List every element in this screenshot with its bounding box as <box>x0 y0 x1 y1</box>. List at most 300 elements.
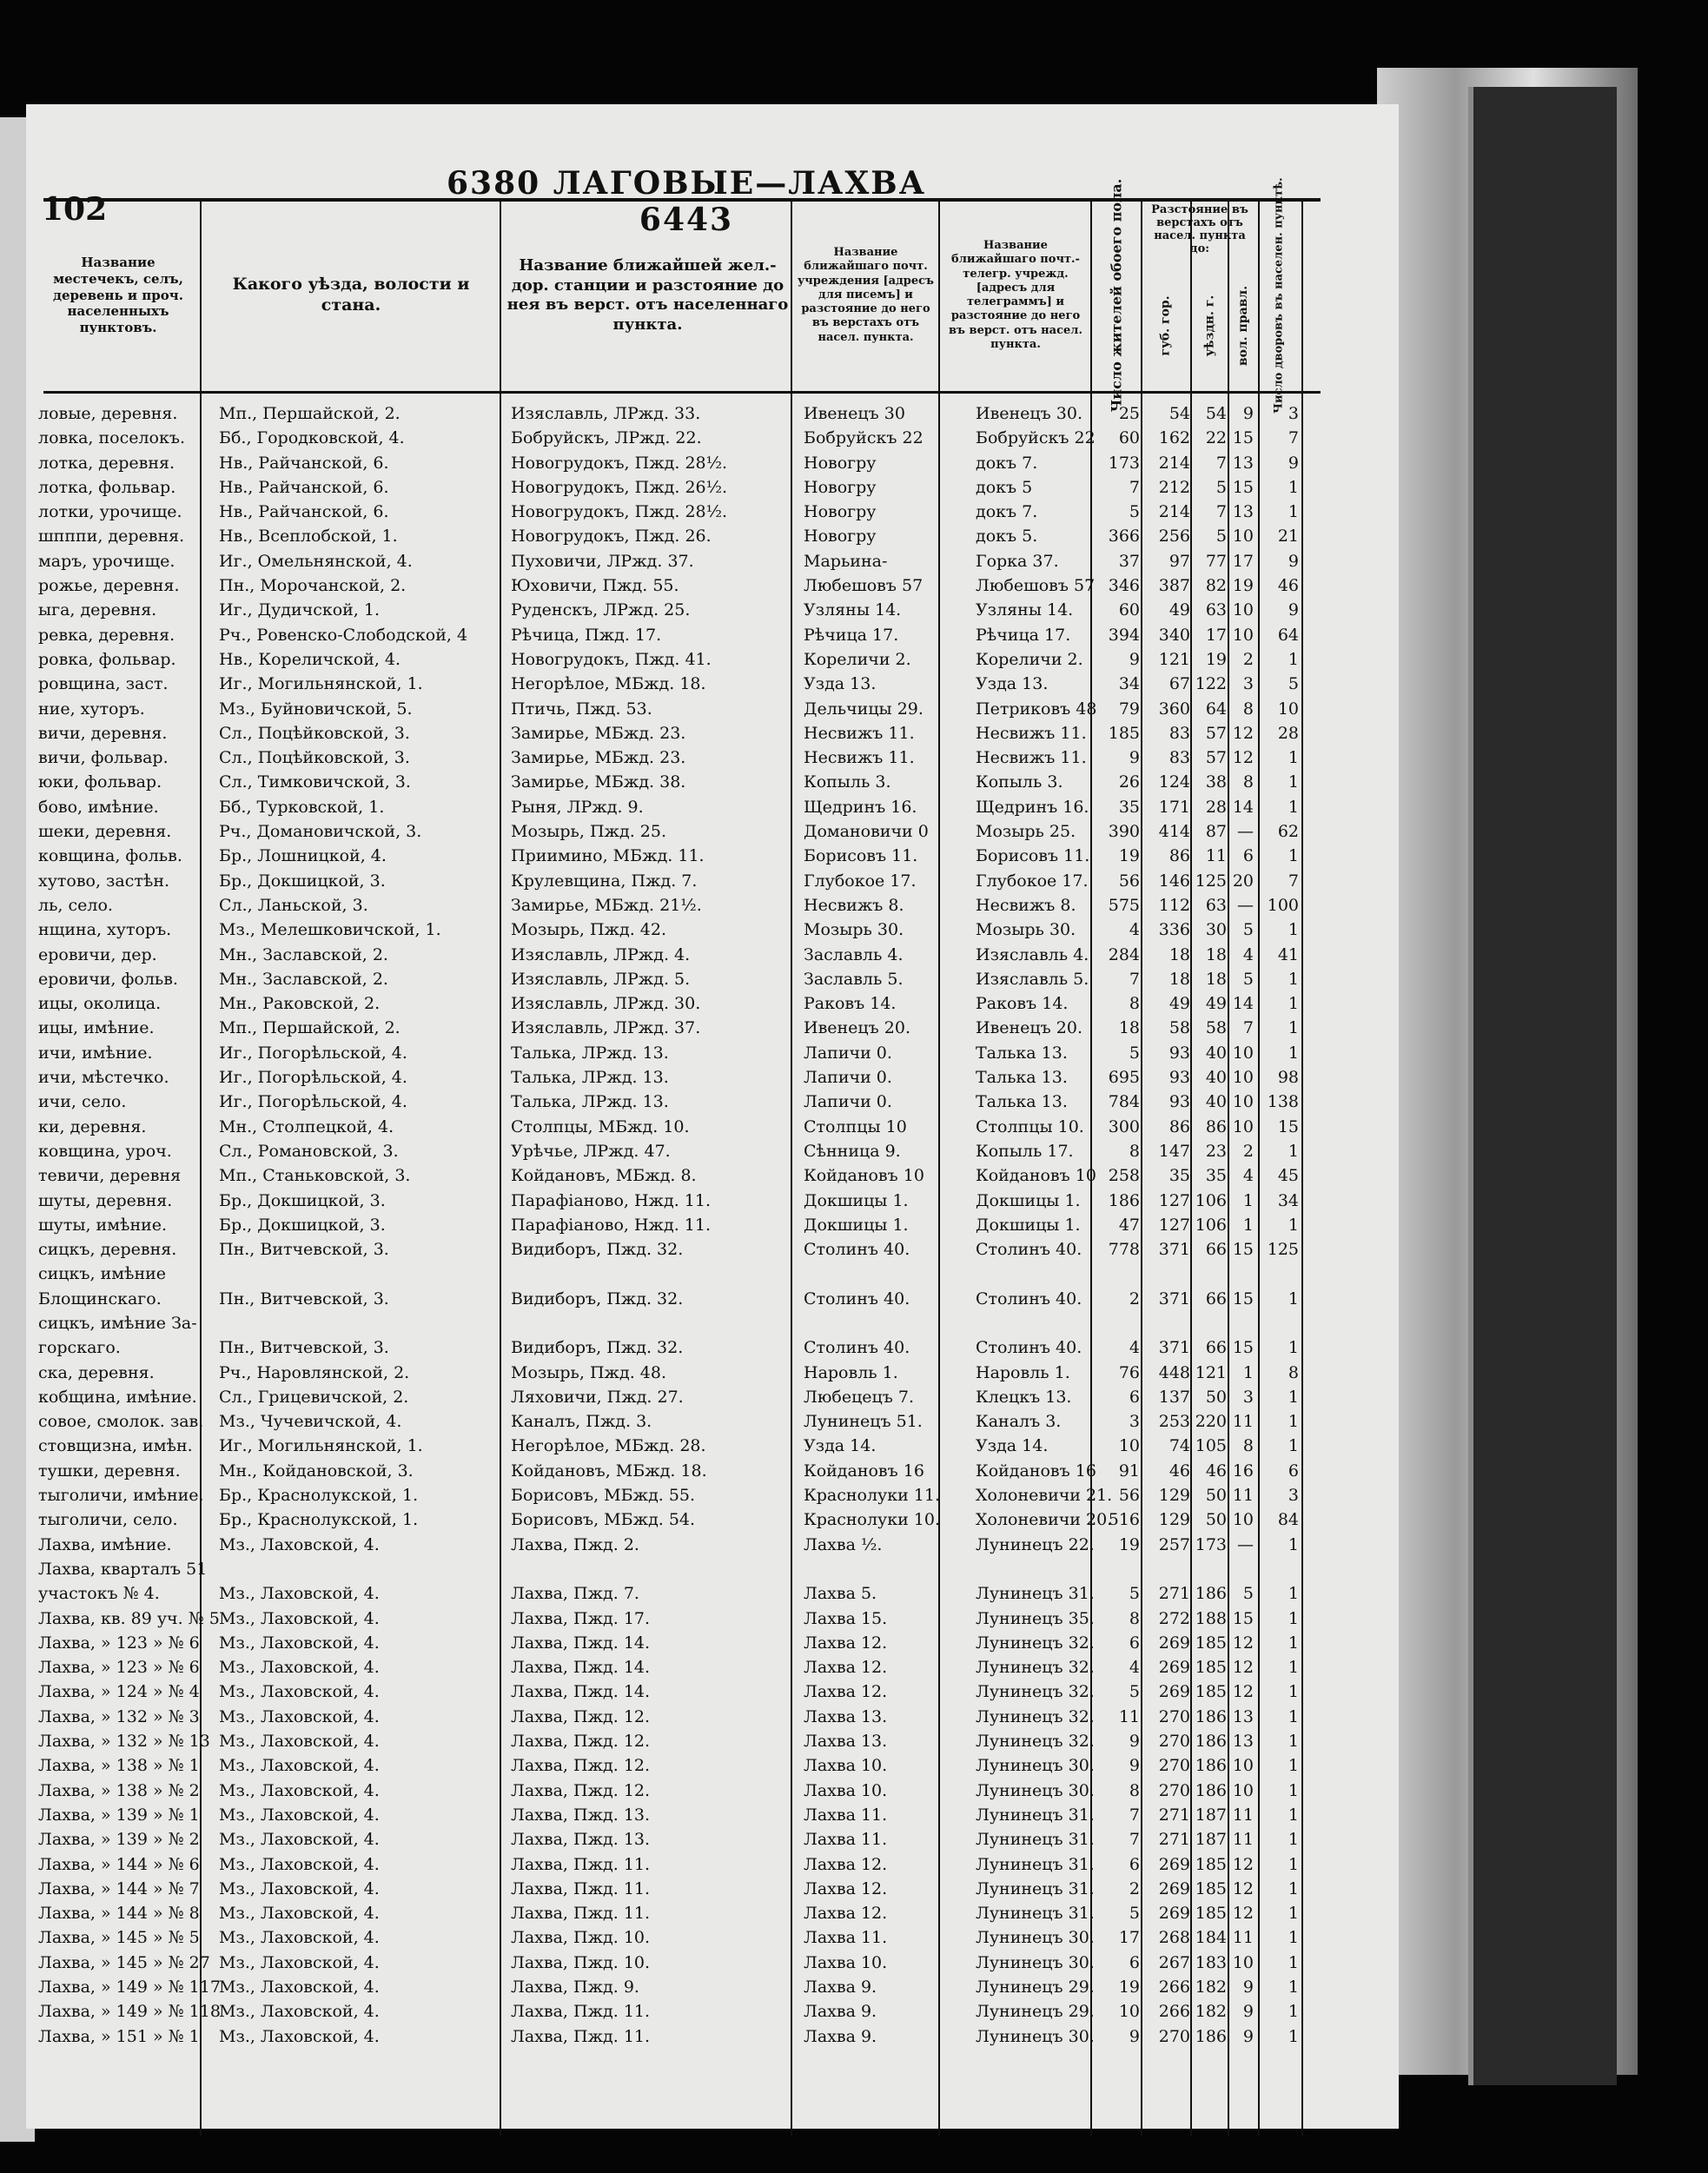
cell-post-office: Заславль 4. <box>804 944 904 964</box>
cell-railway: Негорѣлое, МБжд. 18. <box>511 674 706 694</box>
cell-district: Мз., Чучевичской, 4. <box>219 1412 402 1432</box>
cell-district: Мн., Заславской, 2. <box>219 944 388 964</box>
cell-households: 1 <box>1288 1978 1299 1997</box>
cell-telegraph: Узда 13. <box>976 674 1049 694</box>
cell-population: 695 <box>1108 1068 1140 1088</box>
cell-railway: Лахва, Пжд. 12. <box>511 1780 651 1800</box>
cell-uezd-dist: 185 <box>1195 1854 1227 1874</box>
table-row <box>26 745 1329 770</box>
cell-uezd-dist: 185 <box>1195 1878 1227 1898</box>
cell-volost-dist: 11 <box>1232 1830 1254 1850</box>
cell-telegraph: Ивенецъ 20. <box>976 1018 1082 1038</box>
cell-uezd-dist: 49 <box>1205 994 1227 1014</box>
cell-households: 98 <box>1277 1068 1299 1088</box>
cell-railway: Руденскъ, ЛРжд. 25. <box>511 600 691 620</box>
table-row <box>26 1409 1329 1434</box>
cell-railway: Лахва, Пжд. 7. <box>511 1584 639 1604</box>
cell-volost-dist: 13 <box>1232 1706 1254 1726</box>
cell-telegraph: Копыль 3. <box>976 772 1063 792</box>
cell-volost-dist: 12 <box>1232 723 1254 743</box>
cell-gub-dist: 269 <box>1158 1658 1190 1678</box>
cell-telegraph: Мозырь 25. <box>976 822 1076 842</box>
table-row <box>26 500 1329 524</box>
cell-households: 1 <box>1288 477 1299 497</box>
cell-population: 34 <box>1118 674 1140 694</box>
cell-uezd-dist: 106 <box>1195 1190 1227 1210</box>
cell-settlement: ицы, околица. <box>38 994 162 1014</box>
cell-volost-dist: 14 <box>1232 797 1254 817</box>
cell-district: Бр., Краснолукской, 1. <box>219 1486 419 1506</box>
cell-uezd-dist: 38 <box>1205 772 1227 792</box>
cell-settlement: ыга, деревня. <box>38 600 157 620</box>
cell-gub-dist: 272 <box>1158 1608 1190 1628</box>
cell-uezd-dist: 186 <box>1195 2026 1227 2046</box>
cell-railway: Лахва, Пжд. 12. <box>511 1706 651 1726</box>
cell-telegraph: Койдановъ 10 <box>976 1166 1096 1186</box>
cell-uezd-dist: 57 <box>1205 748 1227 768</box>
cell-railway: Лахва, Пжд. 14. <box>511 1633 651 1653</box>
cell-uezd-dist: 182 <box>1195 1978 1227 1997</box>
cell-volost-dist: 17 <box>1232 551 1254 571</box>
cell-uezd-dist: 40 <box>1205 1068 1227 1088</box>
cell-population: 3 <box>1129 1412 1140 1432</box>
cell-households: 41 <box>1277 944 1299 964</box>
cell-uezd-dist: 30 <box>1205 920 1227 940</box>
cell-post-office: Краснолуки 11. <box>804 1486 940 1506</box>
cell-telegraph: Несвижъ 8. <box>976 895 1076 915</box>
cell-telegraph: Любешовъ 57 <box>976 576 1096 596</box>
header-settlement: Название местечекъ, селъ, деревень и проч. населенныхъ пунктовъ. <box>53 255 183 336</box>
cell-district: Мз., Лаховской, 4. <box>219 1756 380 1776</box>
cell-uezd-dist: 22 <box>1205 428 1227 448</box>
cell-telegraph: Борисовъ 11. <box>976 846 1090 866</box>
cell-settlement: ревка, деревня. <box>38 625 175 645</box>
cell-settlement: рожье, деревня. <box>38 576 180 596</box>
cell-households: 9 <box>1288 551 1299 571</box>
cell-volost-dist: 12 <box>1232 1878 1254 1898</box>
cell-households: 1 <box>1288 969 1299 989</box>
table-row <box>26 1925 1329 1950</box>
table-row <box>26 1361 1329 1385</box>
table-row <box>26 1459 1329 1483</box>
cell-post-office: Лапичи 0. <box>804 1092 892 1112</box>
cell-telegraph: Лунинецъ 29. <box>976 2002 1095 2022</box>
page-number: 102 <box>42 191 108 228</box>
cell-post-office: Лахва 13. <box>804 1706 888 1726</box>
cell-railway: Парафіаново, Нжд. 11. <box>511 1215 712 1235</box>
table-row <box>26 1311 1329 1335</box>
cell-uezd-dist: 186 <box>1195 1756 1227 1776</box>
cell-gub-dist: 97 <box>1168 551 1190 571</box>
cell-settlement: Лахва, » 124 » № 4 <box>38 1682 200 1702</box>
cell-volost-dist: 10 <box>1232 600 1254 620</box>
cell-volost-dist: 6 <box>1242 846 1254 866</box>
cell-settlement: Лахва, » 144 » № 6 <box>38 1854 200 1874</box>
cell-gub-dist: 93 <box>1168 1043 1190 1063</box>
table-row <box>26 1581 1329 1606</box>
cell-households: 1 <box>1288 1780 1299 1800</box>
cell-telegraph: Рѣчица 17. <box>976 625 1071 645</box>
cell-population: 60 <box>1118 428 1140 448</box>
cell-uezd-dist: 66 <box>1205 1289 1227 1308</box>
cell-post-office: Лахва 12. <box>804 1878 888 1898</box>
cell-volost-dist: 10 <box>1232 1092 1254 1112</box>
cell-telegraph: Талька 13. <box>976 1068 1068 1088</box>
cell-settlement: кобщина, имѣние. <box>38 1387 197 1407</box>
cell-district: Нв., Всеплобской, 1. <box>219 527 398 547</box>
cell-district: Мн., Столпецкой, 4. <box>219 1116 394 1136</box>
cell-volost-dist: — <box>1237 822 1254 842</box>
cell-households: 1 <box>1288 1805 1299 1825</box>
table-row <box>26 1533 1329 1557</box>
cell-gub-dist: 58 <box>1168 1018 1190 1038</box>
cell-population: 60 <box>1118 600 1140 620</box>
cell-railway: Крулевщина, Пжд. 7. <box>511 871 698 891</box>
cell-uezd-dist: 23 <box>1205 1141 1227 1161</box>
cell-telegraph: Наровль 1. <box>976 1362 1070 1382</box>
cell-uezd-dist: 63 <box>1205 600 1227 620</box>
table-row <box>26 573 1329 598</box>
cell-telegraph: Лунинецъ 30. <box>976 2026 1095 2046</box>
cell-district: Мз., Лаховской, 4. <box>219 1854 380 1874</box>
cell-volost-dist: 12 <box>1232 1904 1254 1924</box>
header-uezd-town: уѣздн. г. <box>1202 295 1216 357</box>
cell-settlement: тыголичи, имѣние. <box>38 1486 204 1506</box>
cell-uezd-dist: 185 <box>1195 1904 1227 1924</box>
cell-households: 64 <box>1277 625 1299 645</box>
cell-telegraph: Узляны 14. <box>976 600 1074 620</box>
cell-gub-dist: 266 <box>1158 1978 1190 1997</box>
cell-railway: Новогрудокъ, Пжд. 26. <box>511 527 712 547</box>
cell-post-office: Домановичи 0 <box>804 822 929 842</box>
cell-telegraph: Лунинецъ 30. <box>976 1780 1095 1800</box>
cell-gub-dist: 162 <box>1158 428 1190 448</box>
cell-post-office: Койдановъ 10 <box>804 1166 924 1186</box>
cell-population: 258 <box>1108 1166 1140 1186</box>
cell-railway: Замирье, МБжд. 38. <box>511 772 686 792</box>
cell-post-office: Докшицы 1. <box>804 1190 909 1210</box>
cell-population: 9 <box>1129 2026 1140 2046</box>
cell-district: Бр., Докшицкой, 3. <box>219 871 386 891</box>
cell-post-office: Лахва 9. <box>804 2026 877 2046</box>
table-row <box>26 770 1329 794</box>
cell-population: 47 <box>1118 1215 1140 1235</box>
cell-telegraph: Лунинецъ 31. <box>976 1805 1095 1825</box>
cell-district: Мз., Лаховской, 4. <box>219 1928 380 1948</box>
cell-railway: Новогрудокъ, Пжд. 41. <box>511 649 712 669</box>
cell-volost-dist: 2 <box>1242 1141 1254 1161</box>
cell-volost-dist: 7 <box>1242 1018 1254 1038</box>
table-row <box>26 1507 1329 1532</box>
table-row <box>26 1803 1329 1827</box>
cell-telegraph: докъ 5. <box>976 527 1038 547</box>
cell-population: 284 <box>1108 944 1140 964</box>
cell-district: Нв., Райчанской, 6. <box>219 477 389 497</box>
table-row <box>26 1705 1329 1729</box>
cell-population: 19 <box>1118 846 1140 866</box>
cell-post-office: Мозырь 30. <box>804 920 904 940</box>
cell-population: 366 <box>1108 527 1140 547</box>
cell-district: Мн., Койдановской, 3. <box>219 1461 414 1481</box>
cell-railway: Лахва, Пжд. 11. <box>511 1904 651 1924</box>
cell-district: Мз., Лаховской, 4. <box>219 1682 380 1702</box>
cell-uezd-dist: 87 <box>1205 822 1227 842</box>
cell-district: Нв., Райчанской, 6. <box>219 502 389 522</box>
cell-volost-dist: 11 <box>1232 1412 1254 1432</box>
cell-railway: Урѣчье, ЛРжд. 47. <box>511 1141 671 1161</box>
cell-telegraph: Бобруйскъ 22 <box>976 428 1096 448</box>
cell-volost-dist: 13 <box>1232 453 1254 473</box>
cell-households: 1 <box>1288 649 1299 669</box>
cell-district: Мз., Лаховской, 4. <box>219 1780 380 1800</box>
cell-households: 3 <box>1288 1486 1299 1506</box>
cell-telegraph: докъ 7. <box>976 502 1038 522</box>
cell-volost-dist: — <box>1237 895 1254 915</box>
cell-post-office: Лахва 9. <box>804 1978 877 1997</box>
cell-gub-dist: 129 <box>1158 1510 1190 1530</box>
cell-volost-dist: 10 <box>1232 1952 1254 1972</box>
cell-district: Мз., Лаховской, 4. <box>219 1952 380 1972</box>
cell-households: 138 <box>1267 1092 1299 1112</box>
cell-post-office: Лахва ½. <box>804 1534 883 1554</box>
cell-railway: Лахва, Пжд. 10. <box>511 1928 651 1948</box>
cell-population: 6 <box>1129 1952 1140 1972</box>
table-row <box>26 1679 1329 1704</box>
cell-gub-dist: 86 <box>1168 1116 1190 1136</box>
cell-population: 35 <box>1118 797 1140 817</box>
cell-gub-dist: 270 <box>1158 1780 1190 1800</box>
cell-telegraph: Изяславль 5. <box>976 969 1089 989</box>
cell-volost-dist: 13 <box>1232 502 1254 522</box>
cell-population: 186 <box>1108 1190 1140 1210</box>
cell-volost-dist: 10 <box>1232 1510 1254 1530</box>
cell-uezd-dist: 63 <box>1205 895 1227 915</box>
cell-telegraph: Петриковъ 48 <box>976 699 1097 719</box>
cell-district: Мп., Першайской, 2. <box>219 1018 401 1038</box>
cell-households: 125 <box>1267 1240 1299 1260</box>
cell-households: 1 <box>1288 1289 1299 1308</box>
cell-settlement: Лахва, » 145 » № 5 <box>38 1928 200 1948</box>
cell-gub-dist: 256 <box>1158 527 1190 547</box>
cell-gub-dist: 371 <box>1158 1289 1190 1308</box>
cell-post-office: Лахва 11. <box>804 1928 888 1948</box>
cell-volost-dist: 12 <box>1232 1854 1254 1874</box>
cell-households: 1 <box>1288 1756 1299 1776</box>
cell-gub-dist: 269 <box>1158 1904 1190 1924</box>
cell-post-office: Раковъ 14. <box>804 994 897 1014</box>
cell-district: Сл., Поцѣйковской, 3. <box>219 748 410 768</box>
cell-gub-dist: 83 <box>1168 723 1190 743</box>
cell-gub-dist: 112 <box>1158 895 1190 915</box>
cell-settlement: шуты, имѣние. <box>38 1215 168 1235</box>
cell-district: Бр., Лошницкой, 4. <box>219 846 387 866</box>
cell-gub-dist: 124 <box>1158 772 1190 792</box>
cell-post-office: Лахва 10. <box>804 1952 888 1972</box>
cell-uezd-dist: 58 <box>1205 1018 1227 1038</box>
cell-gub-dist: 67 <box>1168 674 1190 694</box>
cell-district: Мз., Лаховской, 4. <box>219 1830 380 1850</box>
document-page <box>26 104 1399 2129</box>
cell-uezd-dist: 185 <box>1195 1633 1227 1653</box>
cell-volost-dist: 15 <box>1232 477 1254 497</box>
cell-settlement: Блощинскаго. <box>38 1289 162 1308</box>
cell-telegraph: Ивенецъ 30. <box>976 404 1082 423</box>
cell-post-office: Ивенецъ 20. <box>804 1018 910 1038</box>
table-row <box>26 1999 1329 2024</box>
header-post-office: Название ближайшаго почт. учреждения [адресъ для писемъ] и разстояние до него въ верстахъ отъ насел. пункта. <box>797 246 935 344</box>
table-row <box>26 598 1329 622</box>
cell-households: 1 <box>1288 1018 1299 1038</box>
table-row <box>26 819 1329 844</box>
cell-post-office: Бобруйскъ 22 <box>804 428 924 448</box>
cell-gub-dist: 269 <box>1158 1633 1190 1653</box>
cell-railway: Бобруйскъ, ЛРжд. 22. <box>511 428 702 448</box>
cell-population: 5 <box>1129 1043 1140 1063</box>
cell-population: 784 <box>1108 1092 1140 1112</box>
cell-district: Иг., Могильнянской, 1. <box>219 1436 423 1456</box>
cell-settlement: тыголичи, село. <box>38 1510 178 1530</box>
table-row <box>26 672 1329 696</box>
cell-uezd-dist: 35 <box>1205 1166 1227 1186</box>
cell-volost-dist: 15 <box>1232 1289 1254 1308</box>
cell-settlement: участокъ № 4. <box>38 1584 160 1604</box>
cell-railway: Борисовъ, МБжд. 55. <box>511 1486 696 1506</box>
cell-uezd-dist: 121 <box>1195 1362 1227 1382</box>
cell-households: 7 <box>1288 428 1299 448</box>
cell-households: 1 <box>1288 1830 1299 1850</box>
cell-households: 5 <box>1288 674 1299 694</box>
cell-railway: Лахва, Пжд. 11. <box>511 2026 651 2046</box>
cell-uezd-dist: 66 <box>1205 1240 1227 1260</box>
cell-district: Мз., Лаховской, 4. <box>219 1534 380 1554</box>
cell-telegraph: Мозырь 30. <box>976 920 1076 940</box>
table-row <box>26 1557 1329 1581</box>
cell-settlement: стовщизна, имѣн. <box>38 1436 193 1456</box>
cell-gub-dist: 267 <box>1158 1952 1190 1972</box>
header-rule <box>43 391 1321 394</box>
cell-gub-dist: 269 <box>1158 1854 1190 1874</box>
cell-population: 2 <box>1129 1878 1140 1898</box>
cell-railway: Рѣчица, Пжд. 17. <box>511 625 662 645</box>
table-row <box>26 451 1329 475</box>
cell-settlement: тевичи, деревня <box>38 1166 182 1186</box>
table-row <box>26 918 1329 942</box>
cell-households: 34 <box>1277 1190 1299 1210</box>
cell-uezd-dist: 7 <box>1215 502 1227 522</box>
cell-uezd-dist: 187 <box>1195 1830 1227 1850</box>
cell-railway: Талька, ЛРжд. 13. <box>511 1092 669 1112</box>
cell-railway: Лахва, Пжд. 17. <box>511 1608 651 1628</box>
table-row <box>26 697 1329 721</box>
cell-post-office: Койдановъ 16 <box>804 1461 924 1481</box>
cell-gub-dist: 271 <box>1158 1830 1190 1850</box>
cell-settlement: шуты, деревня. <box>38 1190 173 1210</box>
cell-district: Иг., Могильнянской, 1. <box>219 674 423 694</box>
cell-population: 19 <box>1118 1978 1140 1997</box>
cell-uezd-dist: 5 <box>1215 527 1227 547</box>
cell-gub-dist: 49 <box>1168 994 1190 1014</box>
cell-population: 7 <box>1129 1830 1140 1850</box>
cell-railway: Изяславль, ЛРжд. 5. <box>511 969 691 989</box>
cell-settlement: Лахва, кварталъ 51 <box>38 1559 208 1579</box>
cell-gub-dist: 46 <box>1168 1461 1190 1481</box>
cell-railway: Птичь, Пжд. 53. <box>511 699 652 719</box>
cell-uezd-dist: 28 <box>1205 797 1227 817</box>
cell-settlement: ицы, имѣние. <box>38 1018 155 1038</box>
cell-telegraph: Лунинецъ 32. <box>976 1633 1095 1653</box>
cell-railway: Лахва, Пжд. 10. <box>511 1952 651 1972</box>
table-row <box>26 991 1329 1016</box>
table-row <box>26 1607 1329 1631</box>
cell-telegraph: Щедринъ 16. <box>976 797 1089 817</box>
table-row <box>26 1139 1329 1163</box>
cell-households: 46 <box>1277 576 1299 596</box>
cell-volost-dist: 1 <box>1242 1190 1254 1210</box>
table-row <box>26 549 1329 573</box>
cell-uezd-dist: 106 <box>1195 1215 1227 1235</box>
cell-post-office: Столинъ 40. <box>804 1338 910 1358</box>
cell-settlement: горскаго. <box>38 1338 121 1358</box>
cell-population: 17 <box>1118 1928 1140 1948</box>
cell-settlement: ковщина, фольв. <box>38 846 182 866</box>
cell-district: Мз., Лаховской, 4. <box>219 1706 380 1726</box>
cell-settlement: Лахва, кв. 89 уч. № 5 <box>38 1608 220 1628</box>
cell-households: 1 <box>1288 1387 1299 1407</box>
cell-volost-dist: 10 <box>1232 625 1254 645</box>
cell-households: 1 <box>1288 1412 1299 1432</box>
table-row <box>26 1753 1329 1778</box>
cell-households: 62 <box>1277 822 1299 842</box>
cell-telegraph: Столинъ 40. <box>976 1338 1082 1358</box>
cell-district: Иг., Дудичской, 1. <box>219 600 381 620</box>
cell-population: 5 <box>1129 1682 1140 1702</box>
cell-households: 10 <box>1277 699 1299 719</box>
cell-district: Сл., Поцѣйковской, 3. <box>219 723 410 743</box>
header-gub-town: губ. гор. <box>1159 295 1173 356</box>
cell-gub-dist: 93 <box>1168 1068 1190 1088</box>
cell-uezd-dist: 57 <box>1205 723 1227 743</box>
cell-households: 1 <box>1288 1854 1299 1874</box>
cell-district: Мз., Лаховской, 4. <box>219 1805 380 1825</box>
cell-gub-dist: 35 <box>1168 1166 1190 1186</box>
cell-settlement: шпппи, деревня. <box>38 527 185 547</box>
cell-telegraph: докъ 7. <box>976 453 1038 473</box>
cell-post-office: Новогру <box>804 502 877 522</box>
cell-telegraph: Клецкъ 13. <box>976 1387 1072 1407</box>
cell-telegraph: докъ 5 <box>976 477 1033 497</box>
cell-telegraph: Глубокое 17. <box>976 871 1089 891</box>
cell-households: 1 <box>1288 2002 1299 2022</box>
cell-settlement: вичи, фольвар. <box>38 748 169 768</box>
cell-telegraph: Изяславль 4. <box>976 944 1089 964</box>
cell-households: 1 <box>1288 1658 1299 1678</box>
cell-volost-dist: 11 <box>1232 1805 1254 1825</box>
cell-telegraph: Лунинецъ 30. <box>976 1928 1095 1948</box>
cell-households: 1 <box>1288 1904 1299 1924</box>
cell-gub-dist: 270 <box>1158 1756 1190 1776</box>
table-row <box>26 943 1329 967</box>
cell-volost-dist: 15 <box>1232 1338 1254 1358</box>
cell-gub-dist: 212 <box>1158 477 1190 497</box>
table-row <box>26 524 1329 548</box>
cell-uezd-dist: 186 <box>1195 1584 1227 1604</box>
cell-settlement: хутово, застѣн. <box>38 871 170 891</box>
cell-telegraph: Лунинецъ 32. <box>976 1658 1095 1678</box>
cell-telegraph: Несвижъ 11. <box>976 748 1087 768</box>
header-railway: Название ближайшей жел.-дор. станции и разстояние до нея въ верст. отъ населеннаго пункта. <box>506 256 789 334</box>
cell-district: Бр., Краснолукской, 1. <box>219 1510 419 1530</box>
cell-volost-dist: 10 <box>1232 1116 1254 1136</box>
